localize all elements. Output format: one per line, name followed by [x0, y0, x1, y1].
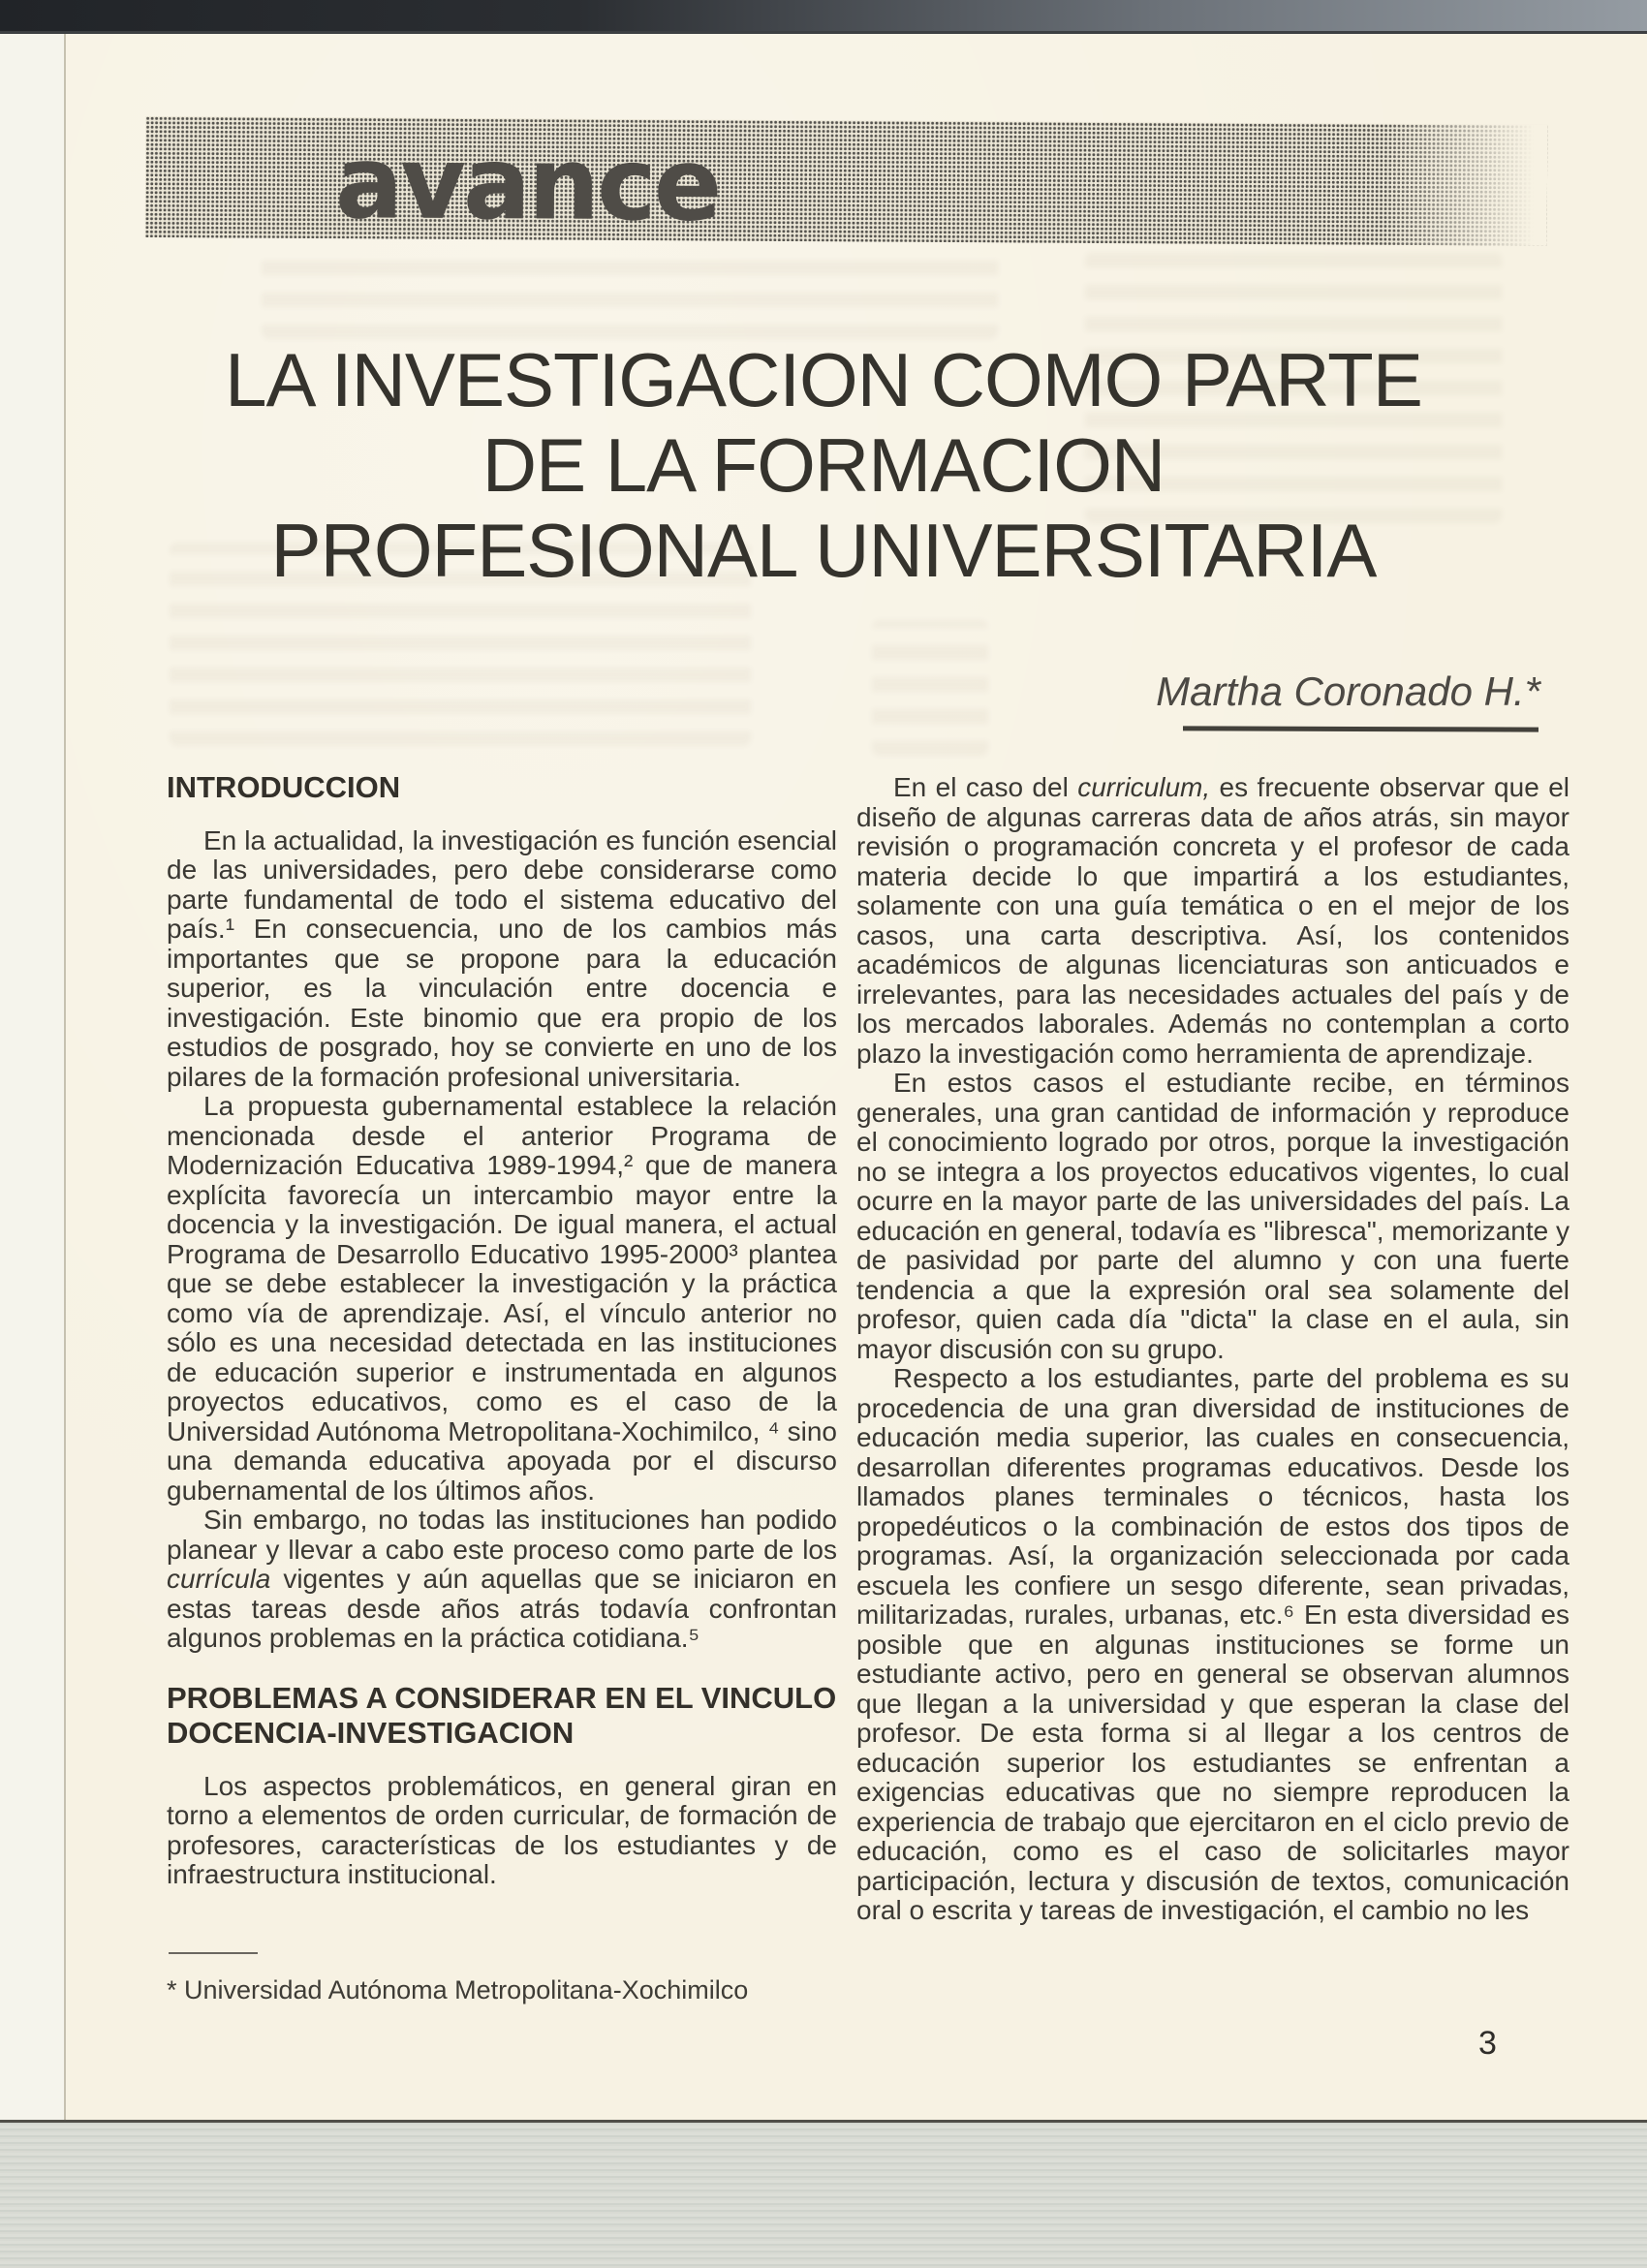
section-heading-introduccion: INTRODUCCION: [167, 770, 401, 804]
footnote: * Universidad Autónoma Metropolitana-Xochimilco: [167, 1974, 749, 2004]
italic-term: curriculum,: [1077, 772, 1211, 802]
author-name: Martha Coronado H.*: [1156, 668, 1540, 714]
paragraph: [167, 1506, 837, 1654]
paragraph: En la actualidad, la investigación es función esencial de las universidades, pero debe considerarse como parte fundamental de todo el sistema educativo del país.¹ En consecuencia, uno de los cambios más importantes que se propone para la educación superior, es la vinculación entre docencia e investigación. Este binomio que era propio de los estudios de posgrado, hoy se convierte en uno de los pilares de la formación profesional universitaria.: [167, 824, 837, 1092]
section-banner: [145, 116, 1548, 246]
paragraph-text: En el caso del: [893, 772, 1078, 802]
page-number: 3: [1478, 2025, 1497, 2062]
paragraph: La propuesta gubernamental establece la relación mencionada desde el anterior Programa de Modernización Educativa 1989-1994,² que de manera explícita favorecía un intercambio mayor entre la docencia y la investigación. De igual manera, el actual Programa de Desarrollo Educativo 1995-2000³ plantea que se debe establecer la investigación y la práctica como vía de aprendizaje. Así, el vínculo anterior no sólo es una necesidad detectada en las instituciones de educación superior e instrumentada en algunos proyectos educativos, como es el caso de la Universidad Autónoma Metropolitana-Xochimilco, ⁴ sino una demanda educativa apoyada por el discurso gubernamental de los últimos años.: [167, 1091, 837, 1506]
paragraph-text: es frecuente observar que el diseño de algunas carreras data de años atrás, sin mayor revisión o programación concreta y el profesor de cada materia decide lo que impartirá a los estudiantes, solamente con una guía temática o en el mejor de los casos, una carta descriptiva. Así, los contenidos académicos de algunas licenciaturas son anticuados e irrelevantes, para las necesidades actuales del país y de los mercados laborales. Además no contemplan a corto plazo la investigación como herramienta de aprendizaje.: [856, 772, 1569, 1069]
bleed-through-ghost: [262, 247, 998, 339]
scan-left-margin: [0, 31, 66, 2124]
footnote-separator: [169, 1952, 258, 1954]
scanner-top-edge: [0, 0, 1647, 34]
section-heading-line1: PROBLEMAS A CONSIDERAR EN EL VINCULO: [167, 1680, 837, 1715]
article-title: [126, 337, 1521, 593]
article-title-line3: PROFESIONAL UNIVERSITARIA: [270, 508, 1377, 593]
paragraph-text: vigentes y aún aquellas que se iniciaron en estas tareas desde años atrás todavía confrontan algunos problemas en la práctica cotidiana.⁵: [167, 1564, 837, 1653]
paragraph: En estos casos el estudiante recibe, en términos generales, una gran cantidad de información y reproduce el conocimiento logrado por otros, porque la investigación no se integra a los proyectos educativos vigentes, lo cual ocurre en la mayor parte de las universidades del país. La educación en general, todavía es "libresca", memorizante y de pasividad por parte del alumno y con una fuerte tendencia a que la expresión oral sea solamente del profesor, quien cada día "dicta" la clase en el aula, sin mayor discusión con su grupo.: [856, 1068, 1569, 1364]
paragraph: Respecto a los estudiantes, parte del problema es su procedencia de una gran diversidad de instituciones de educación media superior, las cuales en consecuencia, desarrollan diferentes programas educativos. Desde los llamados planes terminales o técnicos, hasta los propedéuticos o la combinación de estos dos tipos de programas. Así, la organización seleccionada por cada escuela les confiere un sesgo diferente, sean privadas, militarizadas, rurales, urbanas, etc.⁶ En esta diversidad es posible que en algunas instituciones se forme un estudiante activo, pero en general se observan alumnos que llegan a la universidad y que esperan la clase del profesor. De esta forma si al llegar a los centros de educación superior los estudiantes se enfrentan a exigencias educativas que no siempre reproducen la experiencia de trabajo que ejercitaron en el ciclo previo de educación, como es el caso de solicitarles mayor participación, lectura y discusión de textos, comunicación oral o escrita y tareas de investigación, el cambio no les: [856, 1363, 1569, 1925]
banner-label: avance: [334, 123, 720, 244]
article-title-line2: DE LA FORMACION: [482, 422, 1165, 508]
paragraph: [856, 773, 1569, 1069]
article-title-line1: LA INVESTIGACION COMO PARTE: [225, 337, 1422, 422]
paragraph-text: Sin embargo, no todas las instituciones han podido planear y llevar a cabo este proceso como parte de los: [167, 1505, 837, 1565]
scanner-bottom-edge: [0, 2120, 1647, 2268]
paragraph: Los aspectos problemáticos, en general giran en torno a elementos de orden curricular, de formación de profesores, características de los estudiantes y de infraestructura institucional.: [167, 1770, 837, 1889]
left-column: [167, 770, 837, 2005]
right-column: [856, 773, 1569, 1926]
section-heading-line2: DOCENCIA-INVESTIGACION: [167, 1715, 575, 1750]
section-heading-problemas: [167, 1681, 837, 1751]
italic-term: currícula: [167, 1564, 271, 1594]
